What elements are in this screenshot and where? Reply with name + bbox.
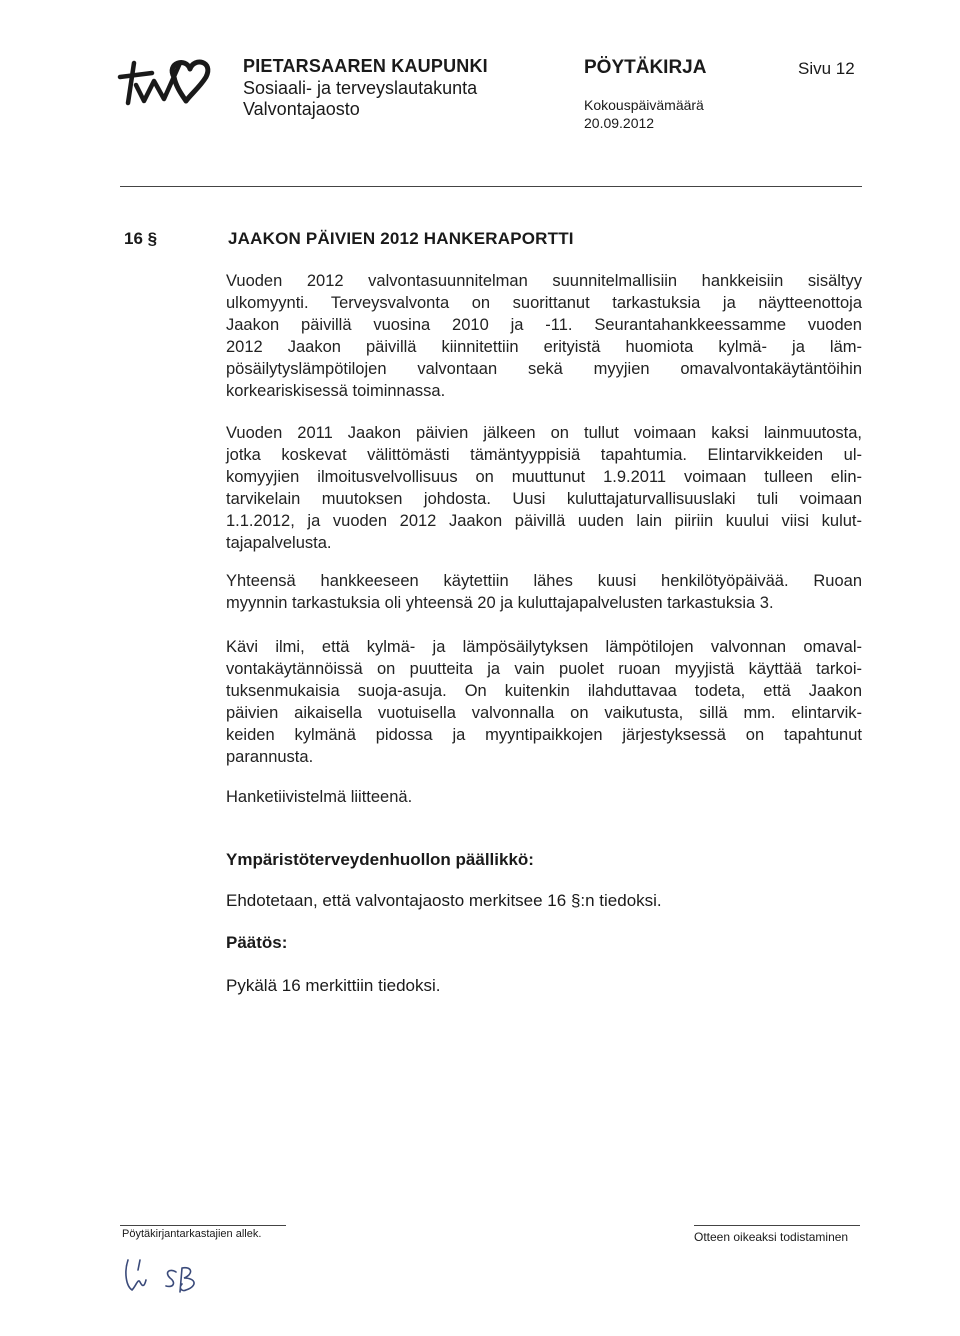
text-line: tajapalvelusta. — [226, 534, 332, 552]
section-number: 16 § — [124, 229, 158, 248]
document-type: PÖYTÄKIRJA — [584, 57, 707, 78]
text-line: korkeariskisessä toiminnassa. — [226, 382, 446, 400]
board-name: Sosiaali- ja terveyslautakunta — [243, 78, 478, 98]
text-line: tarvikelain muutoksen johdosta. Uusi kuluttajaturvallisuuslaki tuli voimaan — [226, 490, 862, 508]
proposal-text: Ehdotetaan, että valvontajaosto merkitsee 16 §:n tiedoksi. — [226, 891, 662, 910]
text-line: jotka koskevat välittömästi tämäntyyppisiä tapahtumia. Elintarvikkeiden ul- — [226, 446, 862, 464]
footer-certification-label: Otteen oikeaksi todistaminen — [694, 1230, 849, 1244]
footer-divider-left — [120, 1225, 286, 1226]
org-name: PIETARSAAREN KAUPUNKI — [243, 56, 488, 76]
text-line: keiden kylmänä pidossa ja myyntipaikkojen järjestyksessä on tapahtunut — [226, 726, 862, 744]
decision-heading: Päätös: — [226, 933, 288, 952]
text-line: vontakäytännöissä on puutteita ja vain puolet ruoan myyjistä käyttää tarkoi- — [226, 660, 862, 678]
text-line: pösäilytyslämpötilojen valvontaan sekä myyjien omavalvontakäytäntöihin — [226, 360, 862, 378]
meeting-date-label: Kokouspäivämäärä — [584, 97, 704, 113]
text-line: komyyjien ilmoitusvelvollisuus on muuttunut 1.9.2011 voimaan tulleen elin- — [226, 468, 862, 486]
text-line: Kävi ilmi, että kylmä- ja lämpösäilytyksen lämpötilojen valvonnan omaval- — [226, 638, 862, 656]
text-line: 1.1.2012, ja vuoden 2012 Jaakon päivillä uuden lain piiriin kuului viisi kulut- — [226, 512, 862, 530]
proposer-role-heading: Ympäristöterveydenhuollon päällikkö: — [226, 850, 534, 869]
paragraph-law-changes — [226, 422, 862, 554]
footer-signatures-label: Pöytäkirjantarkastajien allek. — [122, 1228, 262, 1240]
city-logo-icon — [114, 55, 224, 107]
text-line: Hanketiivistelmä liitteenä. — [226, 788, 413, 806]
text-line: Jaakon päivillä vuosina 2010 ja -11. Seurantahankkeessamme vuoden — [226, 316, 862, 334]
text-line: Vuoden 2011 Jaakon päivien jälkeen on tullut voimaan kaksi lainmuutosta, — [226, 424, 862, 442]
text-line: Vuoden 2012 valvontasuunnitelman suunnitelmallisiin hankkeisiin sisältyy — [226, 272, 862, 290]
text-line: myynnin tarkastuksia oli yhteensä 20 ja kuluttajapalvelusten tarkastuksia 3. — [226, 594, 774, 612]
paragraph-intro — [226, 270, 862, 402]
page-number: Sivu 12 — [798, 59, 855, 78]
header-divider — [120, 186, 862, 187]
text-line: päivien aikaisella vuotuisella valvonnalla on vaikutusta, sillä mm. elintarvik- — [226, 704, 862, 722]
footer-divider-right — [694, 1225, 860, 1226]
text-line: Yhteensä hankkeeseen käytettiin lähes kuusi henkilötyöpäivää. Ruoan — [226, 572, 862, 590]
meeting-date: 20.09.2012 — [584, 115, 655, 131]
paragraph-findings — [226, 636, 862, 768]
text-line: parannusta. — [226, 748, 314, 766]
text-line: 2012 Jaakon päivillä kiinnitettiin erityistä huomiota kylmä- ja läm- — [226, 338, 862, 356]
division-name: Valvontajaosto — [243, 99, 360, 119]
paragraph-attachment — [226, 786, 862, 808]
decision-text: Pykälä 16 merkittiin tiedoksi. — [226, 976, 441, 995]
paragraph-totals — [226, 570, 862, 614]
section-title: JAAKON PÄIVIEN 2012 HANKERAPORTTI — [228, 229, 574, 248]
text-line: ulkomyynti. Terveysvalvonta on suorittanut tarkastuksia ja näytteenottoja — [226, 294, 862, 312]
handwritten-initials-signature — [120, 1252, 230, 1298]
text-line: tuksenmukaisia suoja-asuja. On kuitenkin ilahduttavaa todeta, että Jaakon — [226, 682, 862, 700]
